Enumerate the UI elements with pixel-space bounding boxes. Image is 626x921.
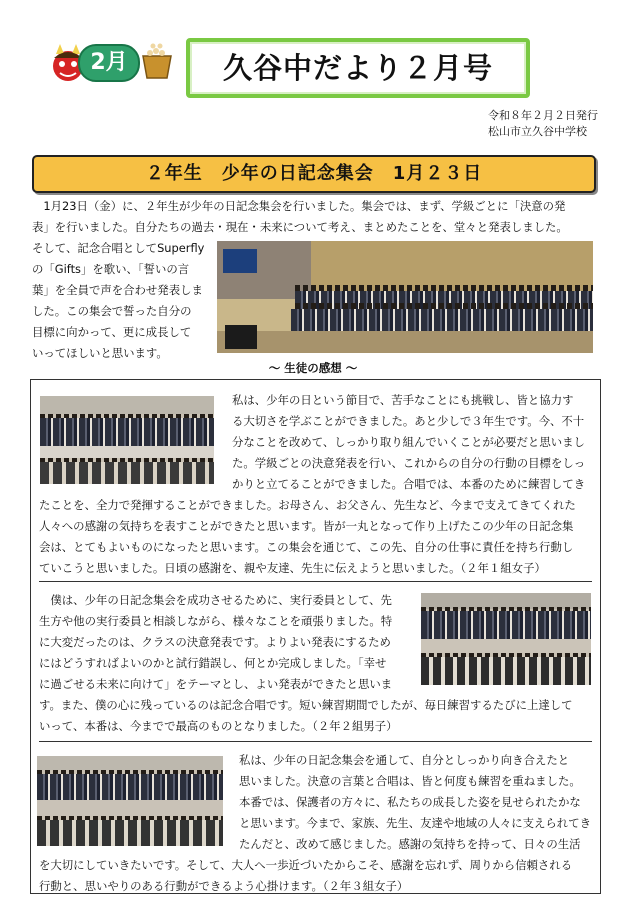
article-heading <box>32 155 596 193</box>
divider <box>39 581 592 582</box>
month-logo <box>48 38 178 88</box>
entry-1-text-wrap <box>232 390 594 495</box>
newsletter-title-box <box>186 38 530 98</box>
entry-line: を大切にしていきたいです。そして、大人へ一歩近づいたからこそ、感謝を忘れず、周りから信頼される <box>39 858 573 872</box>
entry-line: に大変だったのは、クラスの決意発表です。よりよい発表にするため <box>39 635 391 649</box>
divider <box>39 741 592 742</box>
entry-line: 思いました。決意の言葉と合唱は、皆と何度も練習を重ねました。 <box>239 774 581 788</box>
entry-line: ていこうと思いました。日頃の感謝を、親や友達、先生に伝えようと思いました。（２年１組女子） <box>39 561 546 575</box>
article-line: 1月23日（金）に、２年生が少年の日記念集会を行いました。集会では、まず、学級ごとに「決意の発 <box>32 199 566 213</box>
entry-line: 会は、とてもよいものになったと思います。この集会を通じて、この先、自分の仕事に責任を持ち行動し <box>39 540 574 554</box>
impressions-frame <box>30 379 601 894</box>
entry-line: る大切さを学ぶことができました。あと少しで３年生です。今、不十 <box>232 414 585 428</box>
entry-line: いって、本番は、今までで最高のものとなりました。（２年２組男子） <box>39 719 398 733</box>
article-line: した。この集会で誓った自分の <box>32 304 192 318</box>
entry-line: に過ごせる未来に向けて」をテーマとし、よい発表ができたと思いま <box>39 677 393 691</box>
article-line: 目標に向かって、更に成長して <box>32 325 192 339</box>
article-line: そして、記念合唱としてSuperfly <box>32 241 205 255</box>
article-lead <box>32 196 598 238</box>
entry-line: 私は、少年の日記念集会を通して、自分としっかり向き合えたと <box>239 753 570 767</box>
newsletter-title: 久谷中だより２月号 <box>222 51 493 85</box>
month-badge: 2月 <box>78 44 140 82</box>
entry-line: たことを、全力で発揮することができました。お母さん、お父さん、先生など、今まで支えてきてくれた <box>39 498 576 512</box>
entry-line: す。また、僕の心に残っているのは記念合唱です。短い練習期間でしたが、毎日練習するたびに上達して <box>39 698 573 712</box>
entry-line: た。学級ごとの決意発表を行い、これからの自分の行動の目標をしっ <box>232 456 586 470</box>
entry-3-text-full <box>39 855 595 897</box>
entry-line: と思います。今まで、家族、先生、友達や地域の人々に支えられてき <box>239 816 591 830</box>
issue-date: 令和８年２月２日発行 <box>488 109 598 122</box>
article-line: の「Gifts」を歌い、「誓いの言 <box>32 262 190 276</box>
publisher: 松山市立久谷中学校 <box>488 125 587 138</box>
assembly-photo <box>217 241 593 353</box>
bean-box-icon <box>140 42 174 82</box>
entry-1-photo <box>40 396 214 484</box>
entry-line: 生方や他の実行委員と相談しながら、様々なことを頑張りました。特 <box>39 614 393 628</box>
entry-line: たんだと、改めて感じました。感謝の気持ちを持って、日々の生活 <box>239 837 581 851</box>
article-line: 葉」を全員で声を合わせ発表しま <box>32 283 203 297</box>
entry-line: 僕は、少年の日記念集会を成功させるために、実行委員として、先 <box>39 593 392 607</box>
entry-3-text-wrap <box>239 750 595 855</box>
article-line: いってほしいと思います。 <box>32 346 168 360</box>
issue-info <box>488 108 598 140</box>
entry-line: 人々への感謝の気持ちを表すことができたと思います。皆が一丸となって作り上げたこの少年の日記念集 <box>39 519 574 533</box>
article-line: 表」を行いました。自分たちの過去・現在・未来について考え、まとめたことを、堂々と発表しました。 <box>32 220 568 234</box>
article-heading-text: ２年生 少年の日記念集会 1月２３日 <box>145 163 483 184</box>
entry-line: 分なことを改めて、しっかり取り組んでいくことが必要だと思いまし <box>232 435 585 449</box>
entry-line: にはどうすればよいのかと試行錯誤し、何とか完成しました。「幸せ <box>39 656 387 670</box>
entry-line: 本番では、保護者の方々に、私たちの成長した姿を見せられたかな <box>239 795 581 809</box>
entry-line: かりと立てることができました。合唱では、本番のために練習してき <box>232 477 586 491</box>
entry-2-text-full <box>39 695 595 737</box>
entry-line: 行動と、思いやりのある行動ができるよう心掛けます。（２年３組女子） <box>39 879 409 893</box>
impressions-label: ～ 生徒の感想 ～ <box>268 361 358 375</box>
entry-3-photo <box>37 756 223 846</box>
entry-2-text-wrap <box>39 590 411 695</box>
article-body <box>32 238 217 364</box>
entry-line: 私は、少年の日という節目で、苦手なことにも挑戦し、皆と協力す <box>232 393 574 407</box>
entry-1-text-full <box>39 495 595 579</box>
entry-2-photo <box>421 593 591 685</box>
